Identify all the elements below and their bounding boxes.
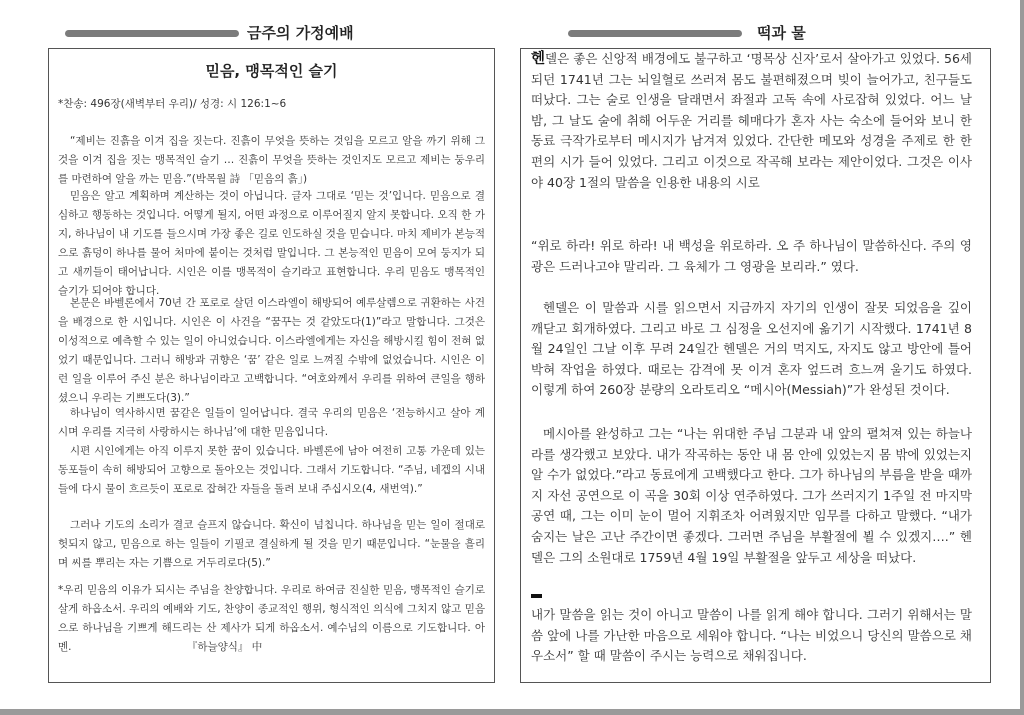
scripture-quote: “위로 하라! 위로 하라! 내 백성을 위로하라. 오 주 하나님이 말씀하신다. 주의 영광은 드러나고야 말리라. 그 육체가 그 영광을 보리라.” 였다.	[531, 238, 972, 274]
right-header-bar	[568, 30, 742, 37]
story-paragraph: 메시아를 완성하고 그는 “나는 위대한 주님 그분과 내 앞의 펼쳐져 있는 하늘나라를 생각했고 보았다. 내가 작곡하는 동안 내 몸 안에 있었는지 몸 밖에 있었는지 알 수가 없었다.”라고 동료에게 고백했다고 한다. 그가 하나님의 부름을 받을 때까지 자선 공연으로 이 곡을 30회 이상 연주하였다. 그가 쓰러지기 1주일 전 마지막 공연 때, 그는 이미 눈이 멀어 지휘조차 어려웠지만 임무를 다하고 말했다. “내가 숨지는 날은 고난 주간이면 좋겠다. 그러면 주님을 부활절에 뵐 수 있겠지….” 헨델은 그의 소원대로 1759년 4월 19일 부활절을 앞두고 세상을 떠났다.	[531, 426, 972, 565]
prayer-source: 『하늘양식』 中	[186, 641, 263, 653]
sermon-paragraph: 시편 시인에게는 아직 이루지 못한 꿈이 있습니다. 바벨론에 남아 여전히 고통 가운데 있는 동포들이 속히 해방되어 고향으로 돌아오는 것입니다. 그래서 기도합니다. “주님, 네겝의 시내들에 다시 물이 흐르듯이 포로로 잡혀간 자들을 돌려 보내 주십시오(4, 새번역).”	[58, 445, 485, 495]
story-paragraph: 헨델은 이 말씀과 시를 읽으면서 지금까지 자기의 인생이 잘못 되었음을 깊이 깨닫고 회개하였다. 그리고 바로 그 심정을 오선지에 옮기기 시작했다. 1741년 8월 24일인 그날 이후 무려 24일간 헨델은 거의 먹지도, 자지도 않고 방안에 틀어박혀 작업을 하였다. 때로는 감격에 못 이겨 혼자 엎드려 흐느껴 울기도 하였다. 이렇게 하여 260장 분량의 오라토리오 “메시아(Messiah)”가 완성된 것이다.	[531, 300, 972, 398]
sermon-paragraph: 하나님이 역사하시면 꿈같은 일들이 일어납니다. 결국 우리의 믿음은 ‘전능하시고 살아 계시며 우리를 지극히 사랑하시는 하나님’에 대한 믿음입니다.	[58, 407, 485, 438]
family-worship-panel	[48, 48, 495, 683]
hymn-scripture-line: *찬송: 496장(새벽부터 우리)/ 성경: 시 126:1~6	[58, 98, 287, 110]
story-paragraph	[531, 49, 972, 193]
closing-paragraph: 내가 말씀을 읽는 것이 아니고 말씀이 나를 읽게 해야 합니다. 그러기 위해서는 말씀 앞에 나를 가난한 마음으로 세워야 합니다. “나는 비었으니 당신의 말씀으로 채우소서” 할 때 말씀이 주시는 능력으로 채워집니다.	[531, 607, 972, 664]
left-header-title: 금주의 가정예배	[247, 24, 354, 42]
sermon-title: 믿음, 맹목적인 슬기	[205, 62, 338, 80]
sermon-paragraph: “제비는 진흙을 이겨 집을 짓는다. 진흙이 무엇을 뜻하는 것임을 모르고 알을 까기 위해 그것을 이겨 집을 짓는 맹목적인 슬기 … 진흙이 무엇을 뜻하는 것인지도 모르고 제비는 둥우리를 마련하여 알을 까는 믿음.”(박목월 詩 「믿음의 흙」)	[58, 135, 485, 185]
sermon-paragraph: 본문은 바벨론에서 70년 간 포로로 살던 이스라엘이 해방되어 예루살렘으로 귀환하는 사건을 배경으로 한 시입니다. 시인은 이 사건을 “꿈꾸는 것 같았도다(1)”라고 말합니다. 그것은 이성적으로 예측할 수 있는 일이 아니었습니다. 이스라엘에게는 자신을 해방시킬 힘이 전혀 없었기 때문입니다. 그러니 해방과 귀향은 ‘꿈’ 같은 일로 느껴질 수밖에 없었습니다. 시인은 이런 일을 이루어 주신 분은 하나님이라고 고백합니다. “여호와께서 우리를 위하여 큰일을 행하셨으니 우리는 기쁘도다(3).”	[58, 297, 485, 404]
prayer-text: *우리 믿음의 이유가 되시는 주님을 찬양합니다. 우리로 하여금 진실한 믿음, 맹목적인 슬기로 살게 하옵소서. 우리의 예배와 기도, 찬양이 종교적인 행위, 형식적인 의식에 그치지 않고 믿음으로 하나님을 기쁘게 해드리는 산 제사가 되게 하옵소서. 예수님의 이름으로 기도합니다. 아멘.	[58, 584, 485, 653]
page-edge-right	[1020, 0, 1024, 715]
story-paragraph-text: 델은 좋은 신앙적 배경에도 불구하고 ‘명목상 신자’로서 살아가고 있었다. 56세 되던 1741년 그는 뇌일혈로 쓰러져 몸도 불편해졌으며 빚이 늘어가고, 친구들도 떠났다. 그는 술로 인생을 달래면서 좌절과 고독 속에 사로잡혀 있었다. 어느 날 밤, 그 날도 술에 취해 어두운 거리를 헤매다가 혼자 사는 숙소에 들어와 보니 한 동료 극작가로부터 메시지가 남겨져 있었다. 간단한 메모와 성경을 주제로 한 한 편의 시가 들어 있었다. 그리고 이것으로 작곡해 보라는 제안이었다. 그것은 이사야 40장 1절의 말씀을 인용한 내용의 시로	[531, 51, 972, 190]
right-header-title: 떡과 물	[757, 24, 806, 42]
drop-cap-letter: 헨	[531, 51, 546, 67]
section-marker	[531, 594, 542, 598]
sermon-paragraph: 믿음은 알고 계획하며 계산하는 것이 아닙니다. 글자 그대로 ‘믿는 것’입니다. 믿음으로 결심하고 행동하는 것입니다. 어떻게 될지, 어떤 과정으로 이루어질지 알지 못합니다. 오직 한 가지, 하나님이 내 기도를 들으시며 가장 좋은 길로 인도하실 것을 믿습니다. 마치 제비가 본능적으로 흙덩이 하나를 물어 처마에 붙이는 것처럼 말입니다. 그 본능적인 믿음이 모여 둥지가 되고 새끼들이 태어납니다. 시인은 이를 맹목적이 슬기라고 표현합니다. 우리 믿음도 맹목적인 슬기가 되어야 합니다.	[58, 190, 485, 297]
sermon-paragraph: 그러나 기도의 소리가 결코 슬프지 않습니다. 확신이 넘칩니다. 하나님을 믿는 일이 절대로 헛되지 않고, 믿음으로 하는 일들이 기필코 결실하게 될 것을 믿기 때문입니다. “눈물을 흘리며 씨를 뿌리는 자는 기쁨으로 거두리로다(5).”	[58, 519, 485, 569]
bread-and-water-panel	[520, 48, 991, 683]
left-header-bar	[65, 30, 239, 37]
page-edge-bottom	[0, 709, 1024, 715]
prayer-paragraph	[58, 581, 485, 657]
